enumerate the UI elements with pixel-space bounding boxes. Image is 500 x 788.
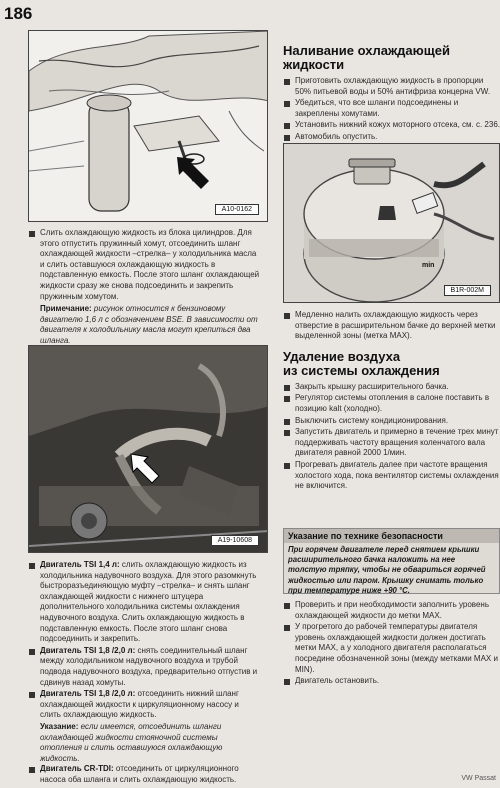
bullet-icon	[29, 231, 35, 237]
intercooler-illustration	[29, 346, 268, 553]
list-item	[283, 622, 500, 675]
expansion-tank-illustration	[284, 144, 500, 303]
tank-min-label: min	[422, 262, 435, 269]
paragraph: Медленно налить охлаждающую жидкость через отверстие в расширительном бачке до верхней метки выделенной зоны (метка MAX).	[295, 310, 496, 341]
figure-intercooler	[28, 345, 268, 553]
paragraph: отсоединить нижний шланг охлаждающей жидкости к циркуляционному насосу и слить охлаждающую жидкость.	[40, 689, 239, 720]
bullet-icon	[284, 135, 290, 141]
list-item	[283, 460, 500, 492]
list-item	[28, 764, 260, 785]
engine-label: Двигатель TSI 1,4 л:	[40, 560, 120, 569]
page-footer: VW Passat	[461, 775, 496, 782]
bullet-icon	[284, 79, 290, 85]
paragraph: Установить нижний кожух моторного отсека, см. с. 236.	[295, 120, 500, 130]
right-text-block-2	[283, 310, 500, 493]
left-text-block-1	[28, 228, 260, 347]
list-item	[283, 132, 500, 143]
list-item	[283, 76, 500, 97]
page-number: 186	[4, 4, 33, 23]
bullet-icon	[284, 123, 290, 129]
engine-label: Двигатель TSI 1,8 /2,0 л:	[40, 645, 136, 655]
bullet-icon	[284, 419, 290, 425]
right-text-block-1	[283, 44, 500, 144]
safety-note-title: Указание по технике безопасности	[284, 529, 499, 543]
list-item	[283, 382, 500, 393]
section-heading: из системы охлаждения	[283, 362, 440, 378]
note-text: если имеется, отсоединить шланги охлаждающей жидкости стояночной системы отопления и слить оставшуюся охлаждающую жидкость.	[40, 721, 223, 763]
list-item	[28, 228, 260, 302]
paragraph: снять соединительный шланг между холодильником надувочного воздуха и трубой подвода надувочного воздуха, предварительно отпустив и сдвинув назад хомуты.	[40, 645, 258, 687]
bullet-icon	[284, 463, 290, 469]
list-item	[283, 393, 500, 414]
paragraph: отсоединить от циркуляционного насоса оба шланга и слить охлаждающую жидкость.	[40, 764, 239, 784]
figure-code: B1R-002M	[444, 285, 491, 296]
engine-block-illustration	[29, 31, 268, 222]
list-item	[283, 416, 500, 427]
paragraph: Запустить двигатель и примерно в течение трех минут поддерживать частоту вращения коленчатого вала двигателя равной 2000 1/мин.	[295, 427, 499, 458]
paragraph: Прогревать двигатель далее при частоте вращения холостого хода, пока вентилятор системы охлаждения не включится.	[295, 459, 499, 491]
bullet-icon	[284, 313, 290, 319]
paragraph: Регулятор системы отопления в салоне поставить в позицию kalt (холодно).	[295, 393, 490, 413]
paragraph: Слить охлаждающую жидкость из блока цилиндров. Для этого отпустить пружинный хомут, отсоединить шланг охлаждающей жидкости –стрелка– у холодильника масла и слить оставшуюся охлаждающую жидкость в подставленную емкость. После этого шланг охлаждающей жидкости сразу же снова подсоединить и закрепить пружинным хомутом.	[40, 228, 260, 301]
list-item	[283, 310, 500, 342]
list-item	[283, 600, 500, 621]
paragraph: Убедиться, что все шланги подсоединены и закреплены хомутами.	[295, 98, 459, 118]
paragraph: Автомобиль опустить.	[295, 131, 378, 141]
bullet-icon	[284, 625, 290, 631]
safety-note-text: При горячем двигателе перед снятием крышки расширительного бачка наложить на нее толстую тряпку, чтобы не обвариться горячей жидкостью или паром. Крышку снимать только при температуре ниже +90 °C.	[288, 545, 486, 595]
note-label: Указание:	[40, 721, 79, 731]
bullet-icon	[29, 649, 35, 655]
bullet-icon	[29, 767, 35, 773]
bullet-icon	[284, 396, 290, 402]
list-item	[283, 98, 500, 119]
list-item	[283, 120, 500, 131]
note-label: Примечание:	[40, 304, 92, 314]
engine-label: Двигатель TSI 1,8 /2,0 л:	[40, 689, 136, 699]
list-item	[283, 427, 500, 459]
paragraph: Выключить систему кондиционирования.	[295, 415, 449, 425]
safety-note-box	[283, 528, 500, 594]
engine-label: Двигатель CR-TDI:	[40, 764, 114, 774]
figure-expansion-tank	[283, 143, 500, 303]
paragraph: У прогретого до рабочей температуры двигателя уровень охлаждающей жидкости должен достигать метки MAX, а у холодного двигателя располагаться посредине обозначенной зоны (между метками MAX и MIN).	[295, 622, 498, 674]
figure-engine-block	[28, 30, 268, 222]
left-text-block-2	[28, 560, 260, 786]
list-item	[28, 560, 260, 645]
bullet-icon	[29, 692, 35, 698]
bullet-icon	[284, 679, 290, 685]
bullet-icon	[284, 385, 290, 391]
bullet-icon	[284, 430, 290, 436]
list-item	[28, 646, 260, 688]
paragraph: слить охлаждающую жидкость из холодильника надувочного воздуха. Для этого разомкнуть быстроразъединяющую муфту –стрелка– и снять шланг охлаждающей жидкости с нижнего штуцера дополнительного холодильника системы охлаждения надувочного воздуха. Слить охлаждающую жидкость в подставленную емкость. После этого шланг снова подсоединить и закрепить.	[40, 560, 257, 644]
bullet-icon	[284, 101, 290, 107]
paragraph: Проверить и при необходимости заполнить уровень охлаждающей жидкости до метки MAX.	[295, 600, 489, 620]
list-item	[283, 676, 500, 687]
paragraph: Закрыть крышку расширительного бачка.	[295, 381, 449, 391]
figure-code: A10-0162	[215, 204, 259, 215]
list-item	[28, 689, 260, 721]
paragraph: Приготовить охлаждающую жидкость в пропорции 50% питьевой воды и 50% антифриза концерна VW.	[295, 76, 491, 96]
figure-code: A19-10608	[211, 535, 259, 546]
note	[28, 304, 260, 346]
bullet-icon	[284, 603, 290, 609]
section-heading: Удаление воздуха	[283, 348, 401, 364]
paragraph: Двигатель остановить.	[295, 676, 380, 686]
section-heading: Наливание охлаждающей жидкости	[283, 43, 450, 72]
note-text: рисунок относится к бензиновому двигателю 1,6 л с обозначением BSE. В зависимости от двигателя к холодильнику масла могут крепиться два шланга.	[40, 304, 258, 345]
right-text-block-3	[283, 600, 500, 688]
note	[28, 722, 260, 764]
bullet-icon	[29, 563, 35, 569]
